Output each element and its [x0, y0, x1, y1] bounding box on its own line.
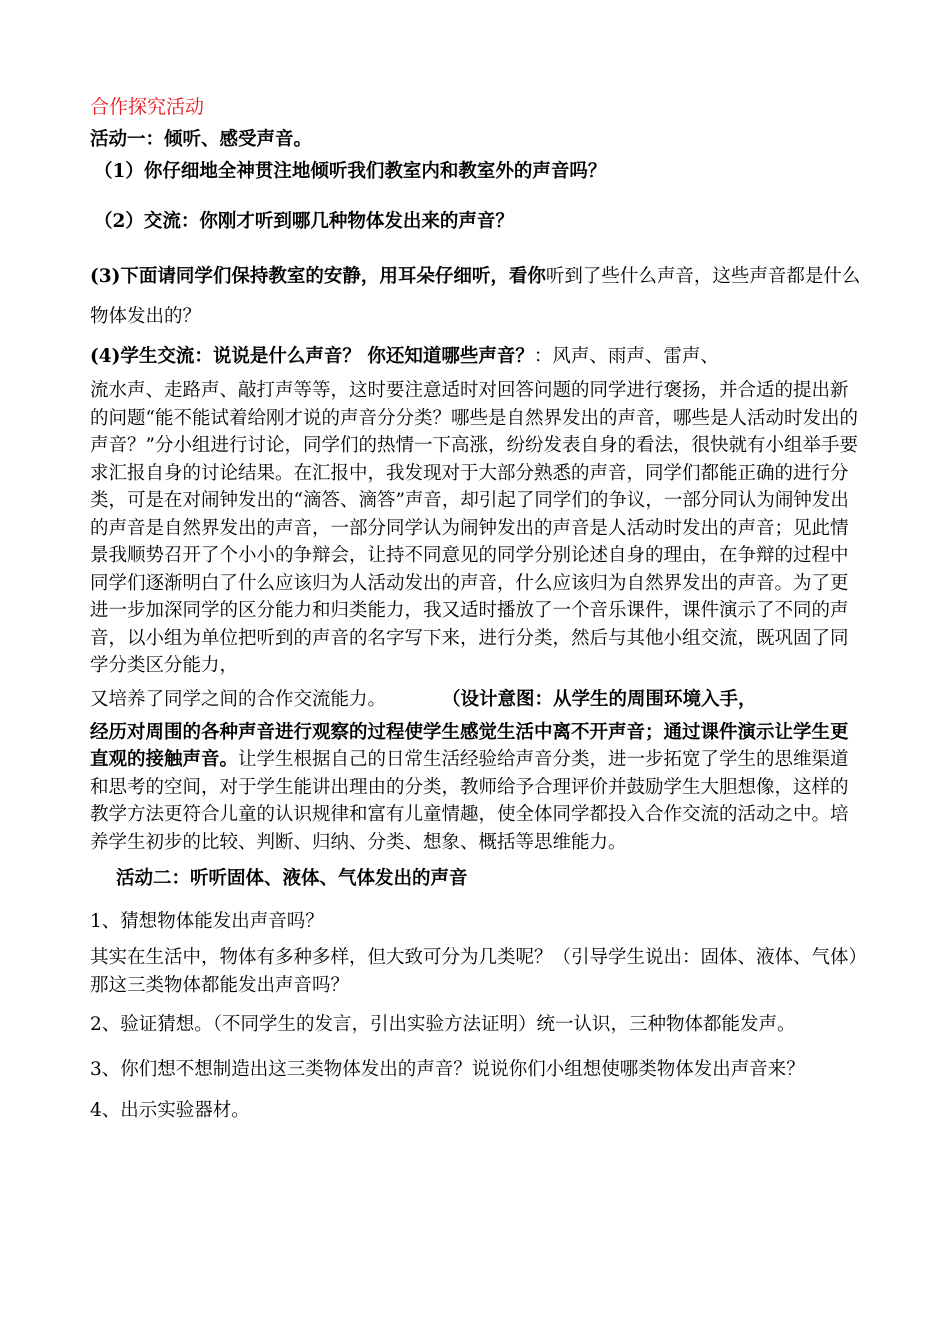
list-item-1: 1、猜想物体能发出声音吗？: [90, 911, 324, 932]
document-page: [90, 93, 865, 1127]
question-3-text: 听到了些什么声音，这些声音都是什么物体发出的？: [90, 266, 861, 327]
design-intent-start: （设计意图：从学生的周围环境入手，: [442, 688, 757, 710]
para2-text: 又培养了同学之间的合作交流能力。: [90, 688, 387, 710]
question-3: [90, 257, 865, 337]
design-intent-bold: 经历对周围的各种声音进行观察的过程使学生感觉生活中离不开声音；通过课件演示让学生更直观的接触声音。: [90, 721, 849, 770]
question-4-bold: (4)学生交流：说说是什么声音？ 你还知道哪些声音？: [90, 346, 534, 367]
discussion-paragraph: 流水声、走路声、敲打声等等，这时要注意适时对回答问题的同学进行褒扬，并合适的提出新的问题“能不能试着给刚才说的声音分分类？哪些是自然界发出的声音，哪些是人活动时发出的声音？”分小组进行讨论，同学们的热情一下高涨，纷纷发表自身的看法，很快就有小组举手要求汇报自身的讨论结果。在汇报中，我发现对于大部分熟悉的声音，同学们都能正确的进行分类，可是在对闹钟发出的“滴答、滴答”声音，却引起了同学们的争议，一部分同认为闹钟发出的声音是自然界发出的声音，一部分同学认为闹钟发出的声音是人活动时发出的声音；见此情景我顺势召开了个小小的争辩会，让持不同意见的同学分别论述自身的理由，在争辩的过程中同学们逐渐明白了什么应该归为人活动发出的声音，什么应该归为自然界发出的声音。为了更进一步加深同学的区分能力和归类能力，我又适时播放了一个音乐课件，课件演示了不同的声音，以小组为单位把听到的声音的名字写下来，进行分类，然后与其他小组交流，既巩固了同学分类区分能力，: [90, 380, 858, 676]
question-4: [90, 337, 865, 377]
question-1: （1）你仔细地全神贯注地倾听我们教室内和教室外的声音吗？: [94, 161, 607, 182]
activity1-heading: 活动一：倾听、感受声音。: [90, 129, 313, 150]
question-3-bold: (3)下面请同学们保持教室的安静，用耳朵仔细听，看你: [90, 266, 546, 287]
list-item-1-detail: 其实在生活中，物体有多种多样，但大致可分为几类呢？（引导学生说出：固体、液体、气体）那这三类物体都能发出声音吗？: [90, 947, 858, 996]
design-intent-line: [90, 680, 865, 719]
design-intent-paragraph: [90, 719, 865, 857]
question-4-text: ：风声、雨声、雷声、: [533, 346, 719, 367]
list-item-3: 3、你们想不想制造出这三类物体发出的声音？说说你们小组想使哪类物体发出声音来？: [90, 1059, 805, 1080]
design-intent-text: 让学生根据自己的日常生活经验给声音分类，进一步拓宽了学生的思维渠道和思考的空间，对于学生能讲出理由的分类，教师给予合理评价并鼓励学生大胆想像，这样的教学方法更符合儿童的认识规律和富有儿童情趣，使全体同学都投入合作交流的活动之中。培养学生初步的比较、判断、归纳、分类、想象、概括等思维能力。: [90, 749, 849, 853]
activity2-heading: 活动二：听听固体、液体、气体发出的声音: [116, 868, 468, 889]
section-title: 合作探究活动: [90, 96, 205, 118]
list-item-4: 4、出示实验器材。: [90, 1100, 250, 1121]
question-2: （2）交流：你刚才听到哪几种物体发出来的声音？: [94, 211, 514, 232]
list-item-2: 2、验证猜想。（不同学生的发言，引出实验方法证明）统一认识，三种物体都能发声。: [90, 1014, 796, 1035]
